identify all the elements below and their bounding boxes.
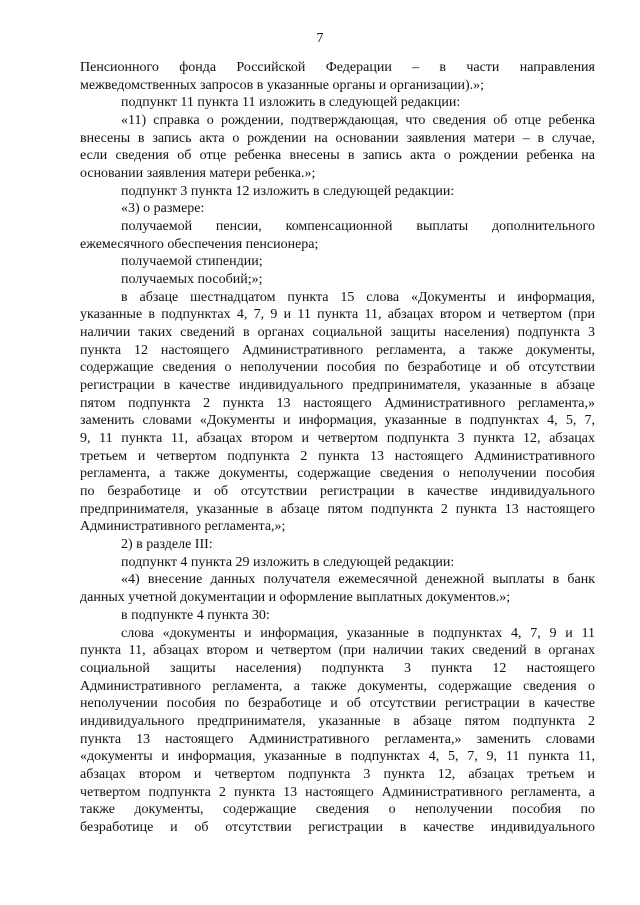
text-line: регламента, а также документы, содержащие сведения о неполучении пособия [80, 466, 595, 482]
text-line: предпринимателя, указанные в абзаце пятом подпункта 2 пункта 13 настоящего [80, 501, 595, 517]
text-line: содержащие сведения о неполучении пособия по безработице и об отсутствии [80, 360, 595, 376]
text-line: если сведения об отце ребенка внесены в запись акта о рождении ребенка на [80, 148, 595, 164]
text-line: социальной защиты населения) подпункта 3 пункта 12 настоящего [80, 660, 595, 676]
text-line: «11) справка о рождении, подтверждающая, что сведения об отце ребенка [121, 113, 595, 129]
text-line: получаемых пособий;»; [121, 272, 263, 288]
text-line: «4) внесение данных получателя ежемесячной денежной выплаты в банк [121, 572, 595, 588]
page-number: 7 [316, 31, 324, 46]
text-line: Административного регламента,»; [80, 519, 286, 535]
text-line: ежемесячного обеспечения пенсионера; [80, 236, 319, 252]
text-line: основании заявления матери ребенка.»; [80, 166, 316, 182]
text-line: абзацах втором и четвертом подпункта 3 пункта 12, абзацах третьем и [80, 766, 595, 782]
text-line: данных учетной документации и оформление выплатных документов.»; [80, 590, 511, 606]
text-line: пункта 11, абзацах втором и четвертом (при наличии таких сведений в органах [80, 643, 595, 659]
text-line: четвертом подпункта 2 пункта 13 настоящего Административного регламента, а [80, 784, 595, 800]
text-line: подпункт 3 пункта 12 изложить в следующей редакции: [121, 183, 455, 199]
text-line: «документы и информация, указанные в подпунктах 4, 5, 7, 9, 11 пункта 11, [80, 749, 595, 765]
text-line: пятом подпункта 2 пункта 13 настоящего Административного регламента,» [80, 395, 595, 411]
text-line: также документы, содержащие сведения о неполучении пособия по [80, 802, 595, 818]
text-line: по безработице и об отсутствии регистрации в качестве индивидуального [80, 484, 595, 500]
text-line: указанные в подпунктах 4, 7, 9 и 11 пункта 11, абзацах втором и четвертом (при [80, 307, 595, 323]
text-line: 9, 11 пункта 11, абзацах втором и четвертом подпункта 3 пункта 12, абзацах [80, 431, 595, 447]
text-line: «3) о размере: [121, 201, 205, 217]
text-line: заменить словами «Документы и информация, указанные в подпунктах 4, 5, 7, [80, 413, 595, 429]
text-line: наличии таких сведений в органах социальной защиты населения) подпункта 3 [80, 325, 595, 341]
text-line: Пенсионного фонда Российской Федерации – в части направления [80, 60, 595, 75]
text-line: слова «документы и информация, указанные в подпунктах 4, 7, 9 и 11 [121, 625, 595, 641]
text-line: внесены в запись акта о рождении на основании заявления матери – в случае, [80, 130, 595, 146]
text-line: в абзаце шестнадцатом пункта 15 слова «Документы и информация, [121, 289, 595, 305]
text-line: 2) в разделе III: [121, 537, 213, 553]
text-line: подпункт 4 пункта 29 изложить в следующей редакции: [121, 554, 455, 570]
text-line: подпункт 11 пункта 11 изложить в следующей редакции: [121, 95, 461, 111]
text-line: в подпункте 4 пункта 30: [121, 607, 270, 623]
text-line: Административного регламента, а также документы, содержащие сведения о [80, 678, 595, 694]
text-line: неполучении пособия по безработице и об отсутствии регистрации в качестве [80, 696, 595, 712]
text-line: индивидуального предпринимателя, указанные в абзаце пятом подпункта 2 [80, 713, 595, 729]
text-line: получаемой стипендии; [121, 254, 263, 270]
text-line: получаемой пенсии, компенсационной выплаты дополнительного [121, 219, 595, 235]
text-line: пункта 12 настоящего Административного регламента, а также документы, [80, 342, 595, 358]
text-line: безработице и об отсутствии регистрации в качестве индивидуального [80, 819, 595, 835]
text-line: межведомственных запросов в указанные органы и организации).»; [80, 77, 485, 93]
document-body [80, 59, 595, 837]
text-line: третьем и четвертом подпункта 2 пункта 13 настоящего Административного [80, 448, 595, 464]
text-line: пункта 13 настоящего Административного регламента,» заменить словами [80, 731, 595, 747]
text-line: регистрации в качестве индивидуального предпринимателя, указанные в абзаце [80, 378, 595, 394]
